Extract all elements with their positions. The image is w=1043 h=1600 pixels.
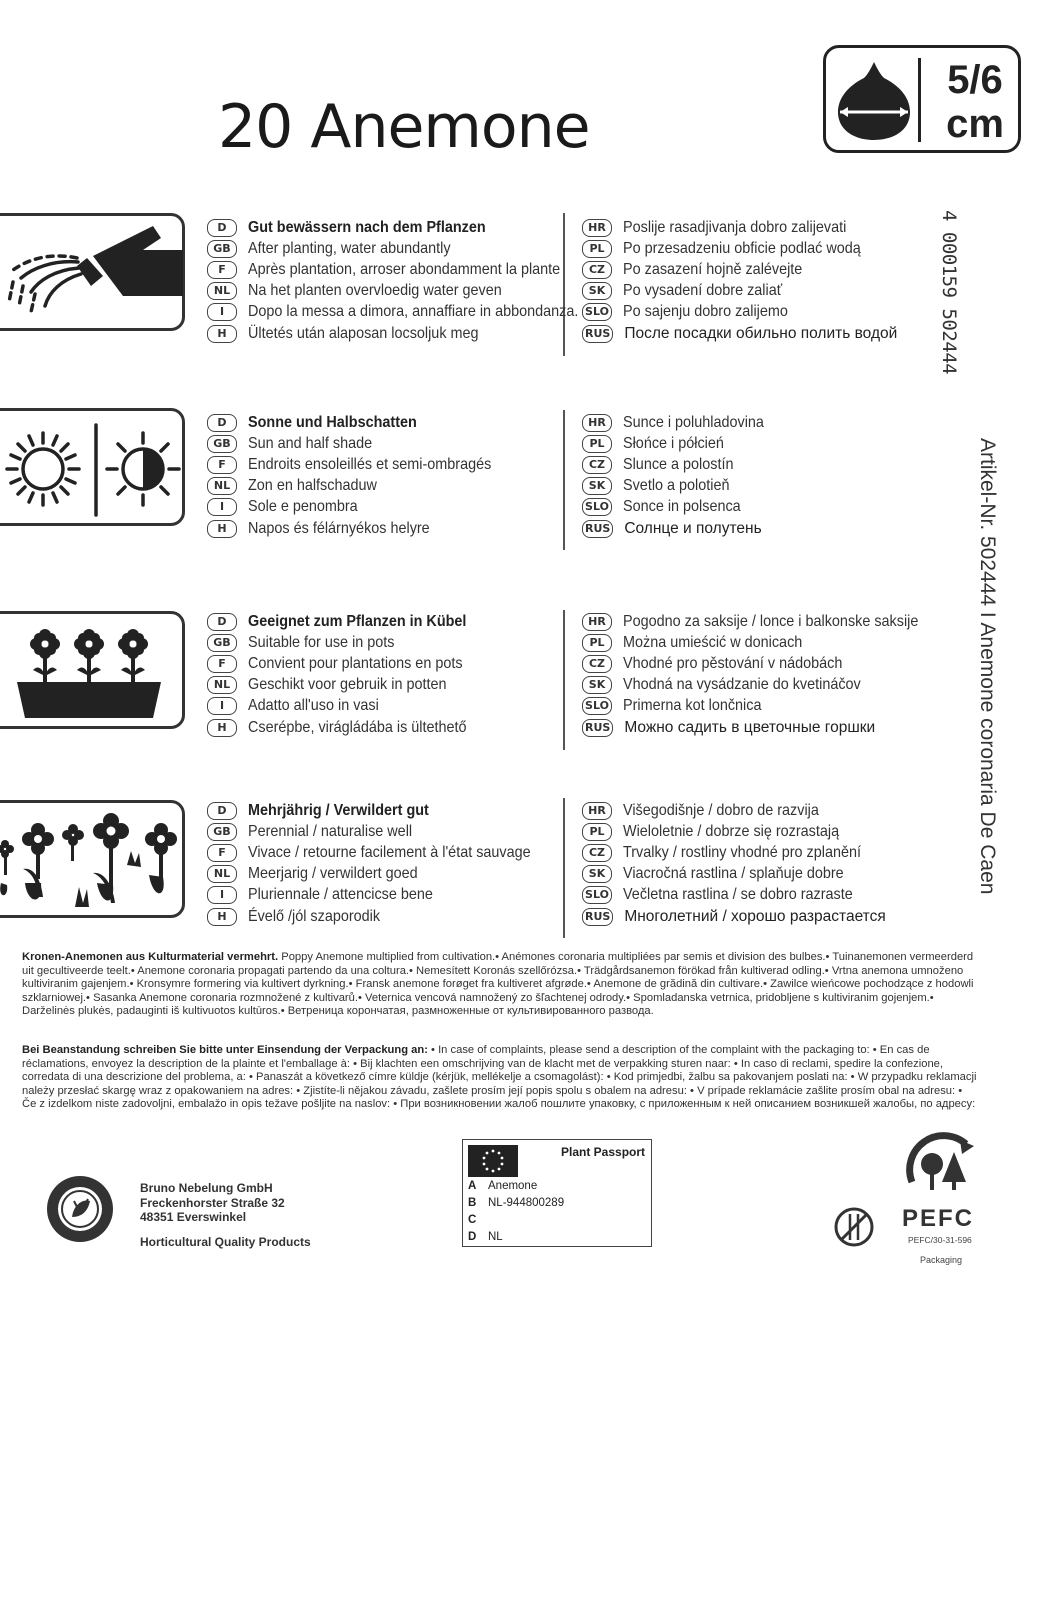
instruction-text: Po vysadení dobre zaliať [623,282,783,300]
lang-row-i [207,497,370,518]
watering-can-icon-box [0,213,185,331]
lang-row-gb [207,238,473,259]
instruction-text: Vhodná na vysádzanie do kvetináčov [623,676,861,694]
lang-row-slo [582,497,754,518]
language-code-badge: RUS [582,325,613,343]
company-address [140,1181,285,1225]
instruction-text: Można umieścić w donicach [623,633,803,651]
lang-row-h [207,518,450,539]
language-code-badge: SK [582,676,612,694]
company-tagline: Horticultural Quality Products [140,1235,311,1249]
passport-row-c: C [468,1214,477,1226]
language-code-badge: HR [582,613,612,631]
lang-row-pl [582,632,822,653]
pefc-tree-icon [902,1132,982,1202]
lang-row-i [207,302,615,323]
lang-row-d [207,217,512,238]
instruction-text: Sun and half shade [248,434,373,452]
lang-row-cz [582,653,867,674]
instruction-text: После посадки обильно полить водой [624,324,898,342]
instruction-text: Po zasazení hojně zalévejte [623,260,803,278]
lang-row-sk [582,864,868,885]
lang-row-rus [582,906,886,927]
seal-icon [44,1173,116,1245]
pefc-name: PEFC [902,1205,975,1232]
no-littering-icon [833,1206,875,1253]
language-code-badge: SLO [582,303,612,321]
instruction-text: Sunce i poluhladovina [623,413,764,431]
complaint-heading: Bei Beanstandung schreiben Sie bitte unter Einsendung der Verpackung an: [22,1044,428,1056]
instruction-text: Poslije rasadjivanja dobro zalijevati [623,218,847,236]
lang-row-i [207,696,393,717]
language-code-badge: I [207,697,237,715]
instruction-text: Солнце и полутень [624,519,762,537]
lang-row-nl [207,864,437,885]
language-code-badge: D [207,802,237,820]
lang-row-pl [582,433,735,454]
lang-row-d [207,611,491,632]
lang-row-pl [582,821,863,842]
lang-row-f [207,842,562,863]
language-code-badge: CZ [582,456,612,474]
instruction-text: Słońce i półcień [623,434,724,452]
barcode-number: 4 000159 502444 [938,210,960,375]
lang-row-hr [582,611,951,632]
language-code-badge: CZ [582,655,612,673]
instruction-text: Geeignet zum Pflanzen in Kübel [248,612,467,630]
instruction-text: Po sajenju dobro zalijemo [623,303,788,321]
article-number: Artikel-Nr. 502444 I Anemone coronaria De Caen [976,438,999,895]
lang-row-cz [582,259,822,280]
language-code-badge: RUS [582,908,613,926]
instruction-text: Évelő /jól szaporodik [248,907,381,925]
instruction-text: Meerjarig / verwildert goed [248,865,418,883]
lang-row-gb [207,632,411,653]
instruction-text: Viacročná rastlina / splaňuje dobre [623,865,844,883]
language-code-badge: GB [207,240,237,258]
language-code-badge: HR [582,414,612,432]
language-code-badge: I [207,886,237,904]
bulb-size-unit: cm [946,102,1004,146]
lang-row-hr [582,800,841,821]
plant-passport-title: Plant Passport [561,1145,646,1159]
bulb-size-icon [834,58,914,144]
lang-row-d [207,800,449,821]
instruction-text: Wieloletnie / dobrze się rozrastają [623,822,840,840]
column-separator [563,213,565,356]
language-code-badge: F [207,844,237,862]
instruction-text: Après plantation, arroser abondamment la plante [248,260,561,278]
origin-text: Poppy Anemone multiplied from cultivation.• Anémones coronaria multipliées par semis et division des bulbes.• Tuinanemonen vermeerderd uit gecultiveerde teelt.• Anemone coronaria propagati partendo da una coltura.• Nemesített Koronás szellőrózsa.• Trädgårdsanemon förökad från kultiverad odling.• Vrtna anemona umnoženo kultiviranim gajenjem.• Kronsymre formering via kultivert dyrkning.• Fransk anemone forøget fra kultiveret afgrøde.• Anemone de grădină din cultivare.• Zawilce wieńcowe pochodzące z hodowli szklarniowej.• Sasanka Anemone coronaria rozmnožené z kultivarů.• Veternica vencová namnožený zo šľachtenej odrody.• Spomladanska vetrnica, pridobljene s kultiviranim gojenjem.• Darželinės plukės, padauginti iš kultivuotos kultūros.• Ветреница корончатая, размноженные от культивированного развода. [22,951,974,1018]
language-code-badge: D [207,613,237,631]
lang-row-slo [582,696,777,717]
bulb-size-badge [823,45,1021,153]
instruction-text: Sonce in polsenca [623,498,741,516]
language-code-badge: NL [207,282,237,300]
company-street: Freckenhorster Straße 32 [140,1195,285,1210]
passport-row-d: D NL [468,1231,503,1243]
language-code-badge: PL [582,240,612,258]
language-code-badge: PL [582,435,612,453]
instruction-text: After planting, water abundantly [248,239,451,257]
pefc-logo [902,1132,992,1265]
lang-row-hr [582,217,871,238]
instruction-text: Sole e penombra [248,498,358,516]
lang-row-nl [207,281,530,302]
instruction-text: Večletna rastlina / se dobro razraste [623,886,853,904]
pefc-code: PEFC/30-31-596 [908,1235,972,1245]
lang-row-h [207,717,491,738]
lang-row-nl [207,675,469,696]
lang-row-gb [207,433,386,454]
lang-row-rus [582,717,875,738]
lang-row-h [207,323,504,344]
language-code-badge: GB [207,823,237,841]
lang-row-cz [582,454,746,475]
instruction-text: Zon en halfschaduw [248,477,377,495]
lang-row-h [207,906,395,927]
flower-pot-icon [0,614,188,732]
language-code-badge: SLO [582,498,612,516]
language-code-badge: F [207,456,237,474]
language-code-badge: RUS [582,520,613,538]
instruction-text: Dopo la messa a dimora, annaffiare in abbondanza. [248,303,579,321]
sun-icon-box [0,408,185,526]
language-code-badge: HR [582,802,612,820]
lang-row-sk [582,675,887,696]
language-code-badge: H [207,325,237,343]
lang-row-rus [582,323,897,344]
instruction-text: Многолетний / хорошо разрастается [624,907,886,925]
lang-row-pl [582,238,887,259]
complaint-paragraph [22,1044,977,1112]
complaint-text: • In case of complaints, please send a description of the complaint with the packaging to: • En cas de réclamations, envoyez la description de la plainte et l'emballage à: • Bij klachten een omschrijving van de klacht met de verpakking sturen naar: • In caso di reclami, spedire la confezione, corredata di una descrizione del problema, a: • Panaszát a következő címre küldje (kérjük, mellékelje a csomagolást): • Kod primjedbi, žalbu sa pakovanjem poslati na: • W przypadku reklamacji należy przesłać skargę wraz z opakowaniem na adres: • Zjistíte-li nějakou závadu, zašlete prosím její popis spolu s obalem na adresu: • V prípade reklamácie zašlite prosím obal na adresu: • Če z izdelkom niste zadovoljni, embalažo in opis težave pošljite na naslov: • При возникновении жалоб пошлите упаковку, с приложенным к ней описанием возникшей жалобы, по адресу: [22,1044,977,1111]
language-code-badge: SK [582,282,612,300]
instruction-text: Mehrjährig / Verwildert gut [248,801,429,819]
instruction-text: Trvalky / rostliny vhodné pro zplanění [623,843,861,861]
instruction-text: Napos és félárnyékos helyre [248,519,430,537]
language-code-badge: NL [207,477,237,495]
company-city: 48351 Everswinkel [140,1210,247,1224]
column-separator [563,410,565,550]
language-code-badge: SK [582,477,612,495]
column-separator [563,798,565,938]
instruction-text: Na het planten overvloedig water geven [248,282,502,300]
pefc-caption: Packaging [920,1255,963,1265]
lang-row-d [207,412,436,433]
lang-row-sk [582,476,741,497]
sun-half-shade-icon [0,411,188,529]
language-code-badge: CZ [582,261,612,279]
language-code-badge: GB [207,435,237,453]
instruction-text: Po przesadzeniu obficie podlać wodą [623,239,861,257]
instruction-text: Svetlo a polotieň [623,477,730,495]
language-code-badge: D [207,414,237,432]
instruction-text: Primerna kot lončnica [623,697,762,715]
passport-row-b: B NL-944800289 [468,1197,565,1209]
instruction-text: Можно садить в цветочные горшки [624,718,876,736]
language-code-badge: RUS [582,719,613,737]
instruction-text: Višegodišnje / dobro de razvija [623,801,819,819]
instruction-text: Cserépbe, virágládába is ültethető [248,718,467,736]
language-code-badge: PL [582,634,612,652]
watering-can-icon [0,216,188,334]
language-code-badge: H [207,719,237,737]
origin-paragraph [22,951,977,1019]
lang-row-f [207,454,518,475]
instruction-text: Endroits ensoleillés et semi-ombragés [248,455,492,473]
instruction-text: Convient pour plantations en pots [248,654,463,672]
lang-row-f [207,653,486,674]
instruction-text: Gut bewässern nach dem Pflanzen [248,218,486,236]
language-code-badge: H [207,520,237,538]
language-code-badge: NL [207,865,237,883]
language-code-badge: F [207,655,237,673]
instruction-text: Vivace / retourne facilement à l'état sauvage [248,843,531,861]
language-code-badge: H [207,908,237,926]
lang-row-f [207,259,595,280]
product-title: 20 Anemone [218,92,590,162]
language-code-badge: NL [207,676,237,694]
perennial-icon-box [0,800,185,918]
instruction-text: Sonne und Halbschatten [248,413,417,431]
language-code-badge: SLO [582,886,612,904]
instruction-text: Perennial / naturalise well [248,822,413,840]
instruction-text: Pogodno za saksije / lonce i balkonske saksije [623,612,919,630]
language-code-badge: HR [582,219,612,237]
flower-pot-icon-box [0,611,185,729]
lang-row-i [207,885,453,906]
instruction-text: Vhodné pro pěstování v nádobách [623,654,843,672]
language-code-badge: PL [582,823,612,841]
language-code-badge: D [207,219,237,237]
eu-flag-icon [468,1145,518,1177]
instruction-text: Slunce a polostín [623,455,734,473]
plant-passport [462,1139,652,1247]
language-code-badge: F [207,261,237,279]
perennial-flowers-icon [0,803,188,921]
column-separator [563,610,565,750]
lang-row-rus [582,518,762,539]
language-code-badge: I [207,498,237,516]
language-code-badge: CZ [582,844,612,862]
instruction-text: Ültetés után alaposan locsoljuk meg [248,324,479,342]
origin-heading: Kronen-Anemonen aus Kulturmaterial vermehrt. [22,951,279,963]
language-code-badge: SLO [582,697,612,715]
lang-row-slo [582,302,806,323]
sustainable-supplier-seal [44,1173,116,1250]
company-name: Bruno Nebelung GmbH [140,1181,273,1195]
lang-row-sk [582,281,800,302]
language-code-badge: SK [582,865,612,883]
lang-row-hr [582,412,780,433]
instruction-text: Pluriennale / attencicse bene [248,886,433,904]
lang-row-gb [207,821,430,842]
instruction-text: Adatto all'uso in vasi [248,697,379,715]
instruction-text: Geschikt voor gebruik in potten [248,676,447,694]
language-code-badge: GB [207,634,237,652]
passport-row-a: A Anemone [468,1180,538,1192]
bulb-size-value: 5/6 [947,58,1003,102]
lang-row-cz [582,842,887,863]
language-code-badge: I [207,303,237,321]
instruction-text: Suitable for use in pots [248,633,395,651]
badge-divider [918,58,921,142]
lang-row-nl [207,476,391,497]
lang-row-slo [582,885,878,906]
